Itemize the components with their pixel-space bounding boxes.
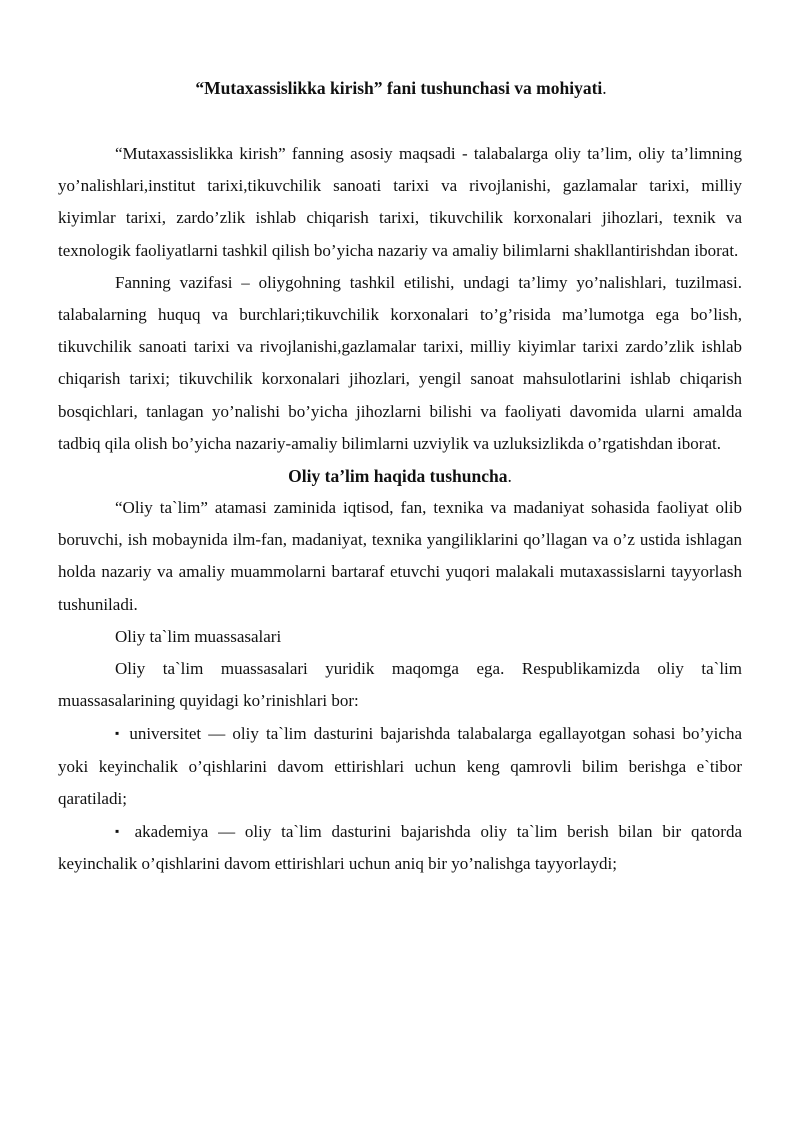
document-title-period: . (602, 78, 607, 98)
paragraph-tasks: Fanning vazifasi – oliygohning tashkil etilishi, undagi ta’limy yo’nalishlari, tuzilmasi. talabalarning huquq va burchlari;tikuvchilik korxonalari to’g’risida ma’lumotga ega bo’lish, tikuvchilik sanoati tarixi va rivojlanishi,gazlamalar tarixi, milliy kiyimlar tarixi zardo’zlik ishlab chiqarish tarixi; tikuvchilik korxonalari jihozlari, yengil sanoat mahsulotlarini ishlab chiqarish bosqichlari, tanlagan yo’nalishi bo’yicha jihozlarni bilishi va faoliyati davomida ularni amalda tadbiq qila olish bo’yicha nazariy-amaliy bilimlarni uzviylik va uzluksizlikda o’rgatishdan iborat. (58, 272, 742, 453)
list-item-academy-text: akademiya — oliy ta`lim dasturini bajarishda oliy ta`lim berish bilan bir qatorda keyinchalik o’qishlarini davom ettirishlari uchun aniq bir yo’nalishga tayyorlaydi; (58, 822, 743, 874)
list-item-academy (58, 815, 742, 880)
document-title-text: “Mutaxassislikka kirish” fani tushunchasi va mohiyati (195, 78, 603, 98)
bullet-icon: ▪ (115, 726, 123, 741)
paragraph-institutions-types: Oliy ta`lim muassasalari yuridik maqomga ega. Respublikamizda oliy ta`lim muassasalarining quyidagi ko’rinishlari bor: (58, 659, 742, 711)
section-subtitle (58, 460, 742, 492)
section-subtitle-text: Oliy ta’lim haqida tushuncha (288, 466, 508, 487)
list-item-university (58, 717, 742, 815)
bullet-icon: ▪ (115, 824, 125, 839)
paragraph-goal: “Mutaxassislikka kirish” fanning asosiy maqsadi - talabalarga oliy ta’lim, oliy ta’limning yo’nalishlari,institut tarixi,tikuvchilik sanoati tarixi va rivojlanishi, gazlamalar tarixi, milliy kiyimlar tarixi, zardo’zlik ishlab chiqarish tarixi, tikuvchilik korxonalari jihozlari, texnik va texnologik faoliyatlarni tashkil qilish bo’yicha nazariy va amaliy bilimlarni shakllantirishdan iborat. (58, 144, 742, 260)
paragraph-institutions-heading: Oliy ta`lim muassasalari (115, 626, 282, 646)
document-title (60, 74, 742, 102)
paragraph-definition: “Oliy ta`lim” atamasi zaminida iqtisod, fan, texnika va madaniyat sohasida faoliyat olib boruvchi, ish mobaynida ilm-fan, madaniyat, texnika yangiliklarini qo’llagan va o’z ustida ishlagan holda nazariy va amaliy muammolarni bartaraf etuvchi yuqori malakali mutaxassislarni tayyorlash tushuniladi. (58, 498, 742, 614)
list-item-university-text: universitet — oliy ta`lim dasturini bajarishda talabalarga egallayotgan sohasi bo’yicha yoki keyinchalik o’qishlarini davom ettirishlari uchun keng qamrovli bilim berishga e`tibor qaratiladi; (58, 724, 742, 808)
document-body (58, 138, 743, 880)
section-subtitle-period: . (507, 466, 512, 487)
